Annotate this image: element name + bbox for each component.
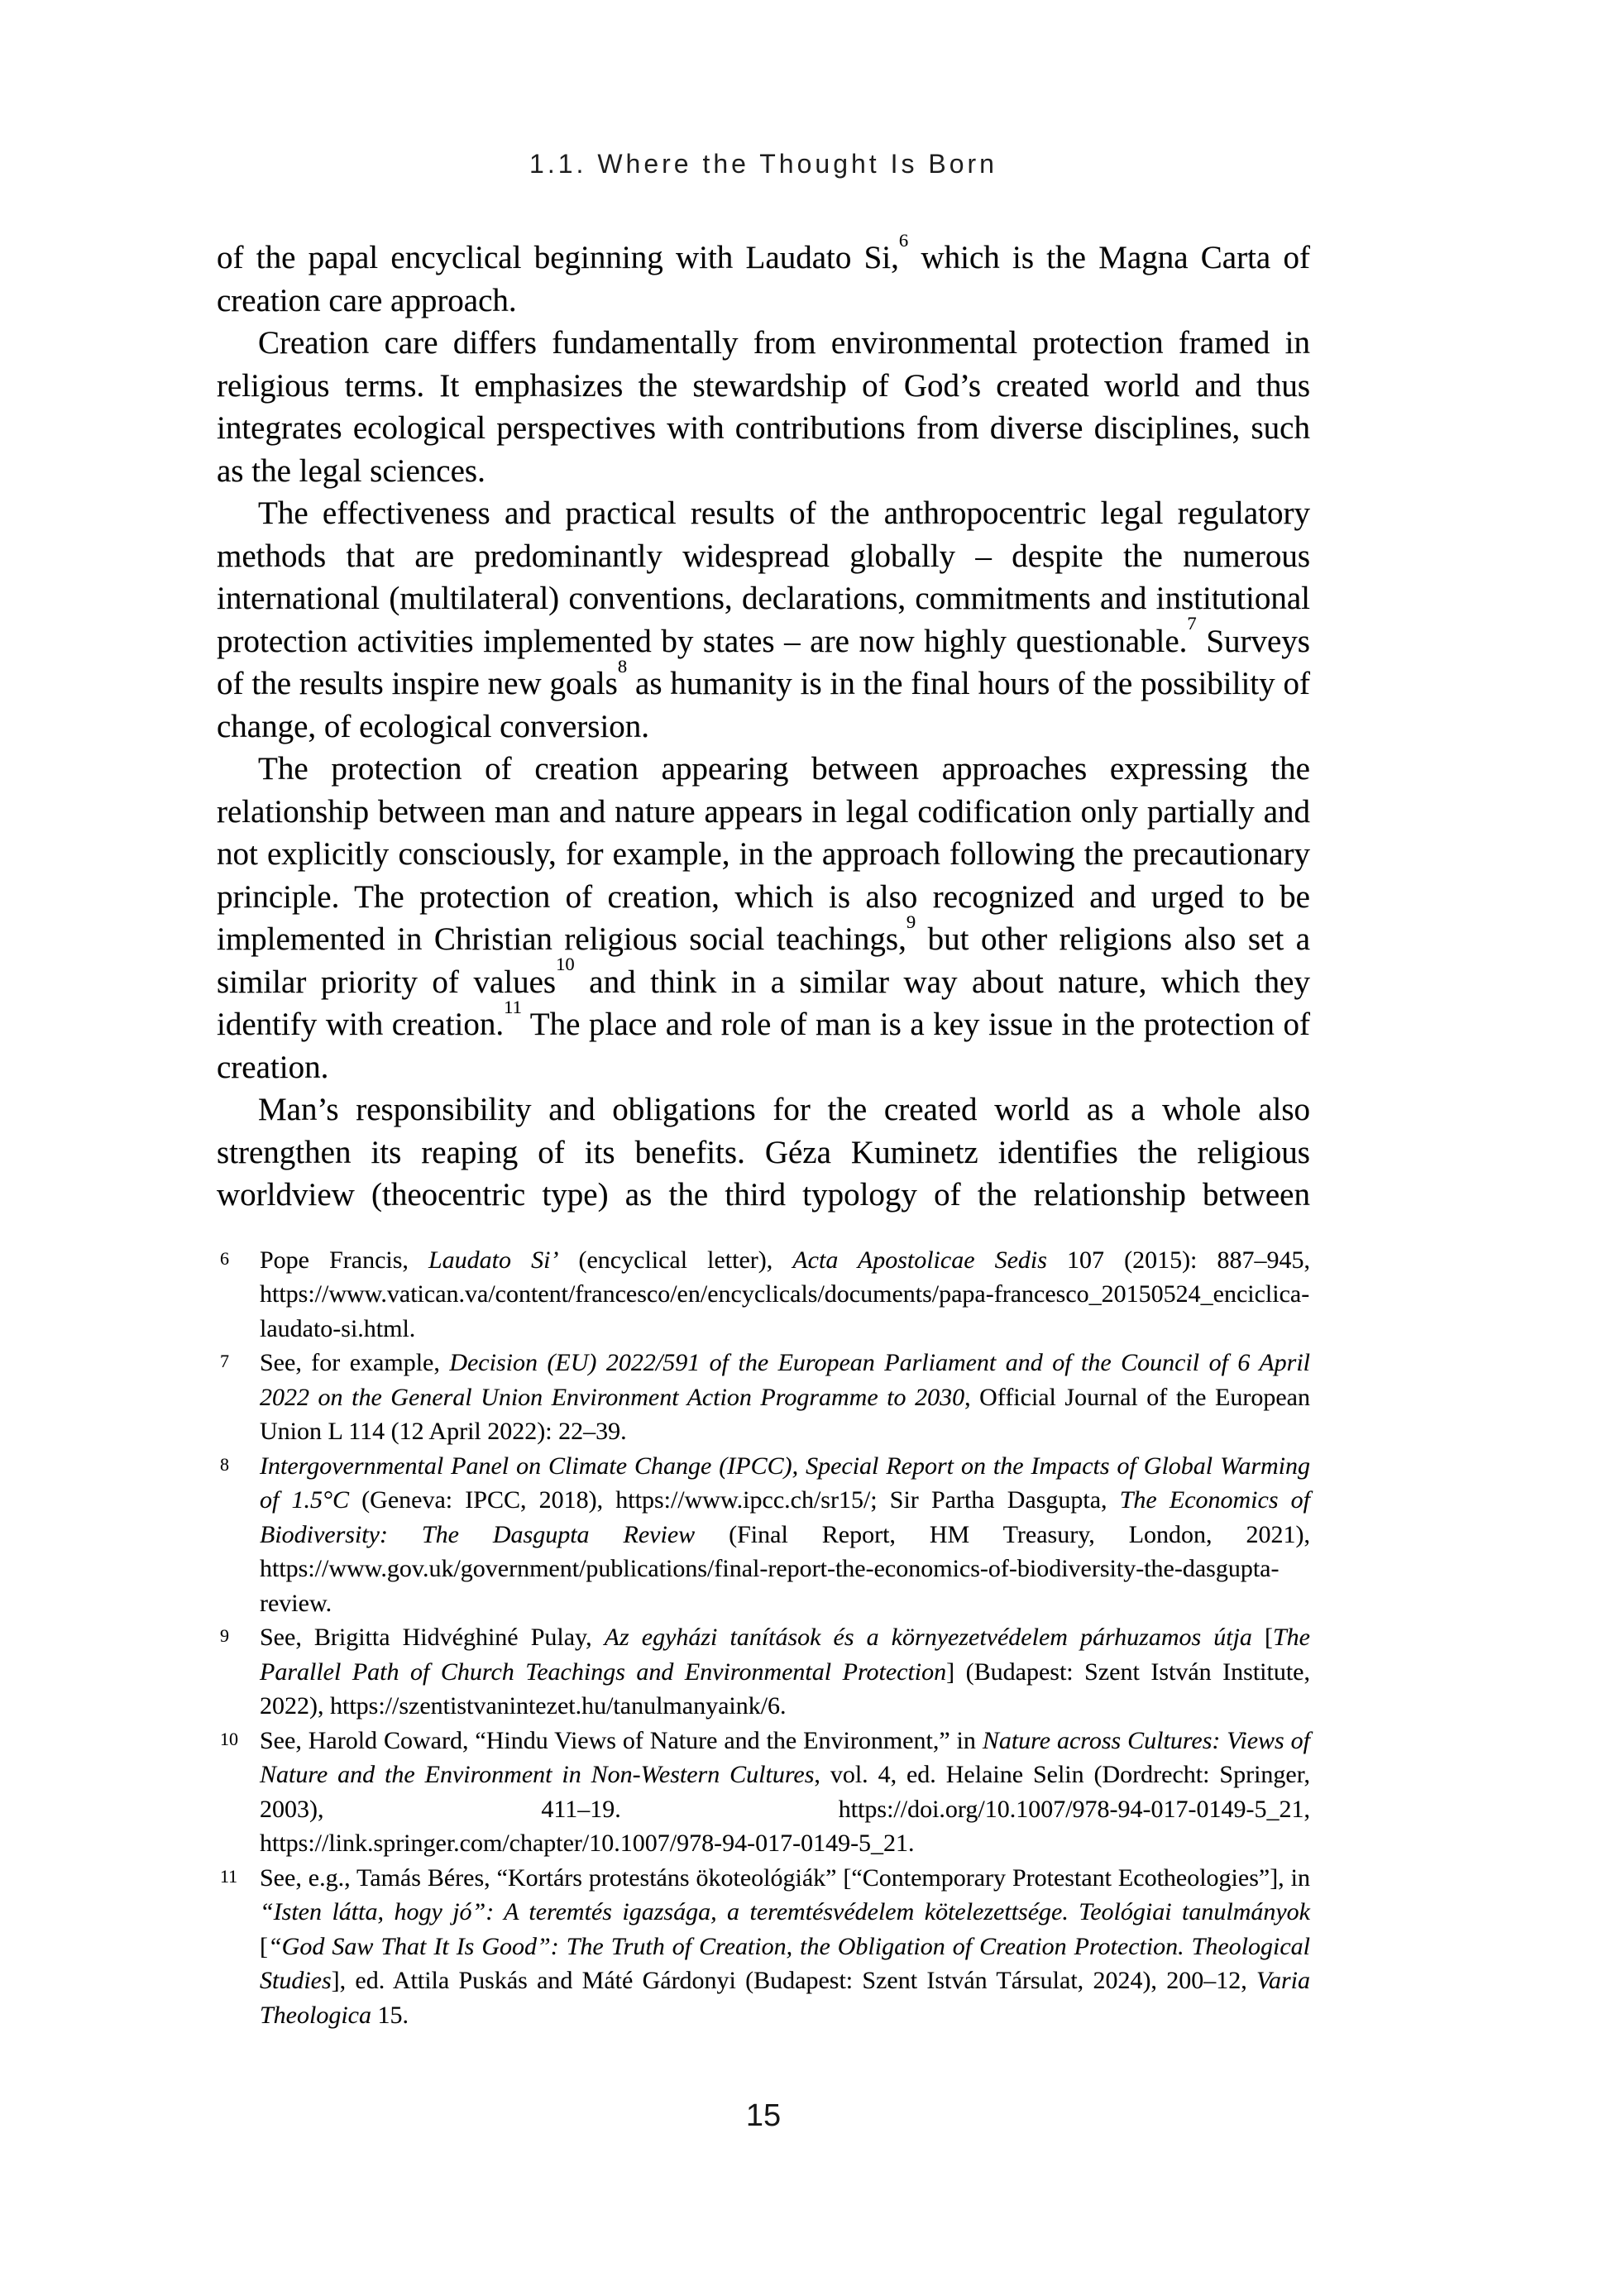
text-run: The effectiveness and practical results of the anthropocentric legal regulatory methods that are predominantly widespread globally – despite the numerous international (multilateral) conventions, declarations, commitments and institutional protection activities implemented by states – are now highly questionable. [217,495,1310,659]
footnote-number: 8 [220,1453,229,1475]
text-run: See, Harold Coward, “Hindu Views of Nature and the Environment,” in [260,1726,983,1754]
body-paragraph [217,492,1310,748]
text-run: Man’s responsibility and obligations for the created world as a whole also strengthen its reaping of its benefits. Géza Kuminetz identifies the religious worldview (theocentric type) as the third typology of the relationship between [217,1092,1310,1213]
text-run: and think in a similar way about nature, which they identify with creation. [217,964,1310,1042]
text-run: as humanity is in the final hours of the possibility of change, of ecological conversion. [217,666,1310,744]
footnote-number: 7 [220,1351,229,1371]
body-paragraph [217,748,1310,1088]
footnote-ref: 7 [1187,613,1197,634]
body-paragraph [217,322,1310,492]
text-run: but other religions also set a similar priority of values [217,921,1310,1000]
text-run: which is the Magna Carta of creation care approach. [217,240,1310,318]
text-run: , vol. 4, ed. Helaine Selin (Dordrecht: Springer, 2003), 411–19. https://doi.org/10.1007/978-94-017-0149-5_21, https://link.springer.com/chapter/10.1007/978-94-017-0149-5_21. [260,1761,1311,1857]
italic-text: “God Saw That It Is Good”: The Truth of Creation, the Obligation of Creation Protection. Theological Studies [260,1932,1310,1994]
text-run: [ [260,1932,268,1960]
text-run: See, e.g., Tamás Béres, “Kortárs protestáns ökoteológiák” [“Contemporary Protestant Ecotheologies”], in [260,1863,1310,1892]
footnote-item [217,1346,1310,1449]
body-paragraphs [217,229,1310,1217]
italic-text: Nature across Cultures: Views of Nature and the Environment in Non-Western Cultures [260,1726,1310,1788]
italic-text: Laudato Si’ [428,1246,559,1274]
text-run: of the papal encyclical beginning with Laudato Si, [217,240,899,275]
italic-text: “Isten látta, hogy jó”: A teremtés igazsága, a teremtésvédelem kötelezettsége. Teológiai tanulmányok [260,1898,1310,1925]
text-run: [ [1251,1624,1273,1651]
footnote-ref: 6 [898,229,909,251]
text-run: Creation care differs fundamentally from environmental protection framed in religious terms. It emphasizes the stewardship of God’s created world and thus integrates ecological perspectives with contributions from diverse disciplines, such as the legal sciences. [217,325,1310,489]
footnote-ref: 10 [556,954,575,975]
footnote-item [217,1449,1310,1621]
body-paragraph [217,1088,1310,1217]
text-run: See, Brigitta Hidvéghiné Pulay, [260,1624,605,1651]
body-text-block [217,229,1311,2032]
footnote-ref: 9 [906,911,916,932]
text-run: (Geneva: IPCC, 2018), https://www.ipcc.ch/sr15/; Sir Partha Dasgupta, [349,1486,1120,1514]
text-run: Pope Francis, [260,1246,428,1274]
footnote-item [217,1861,1310,2033]
page-number: 15 [745,2098,782,2133]
running-head: 1.1. Where the Thought Is Born [529,149,997,179]
text-run: ] (Budapest: Szent István Institute, 2022), https://szentistvanintezet.hu/tanulmanyaink/6. [260,1657,1310,1720]
text-run: 15. [371,2001,409,2029]
text-run: The protection of creation appearing between approaches expressing the relationship between man and nature appears in legal codification only partially and not explicitly consciously, for example, in the approach following the precautionary principle. The protection of creation, which is also recognized and urged to be implemented in Christian religious social teachings, [217,751,1310,957]
text-run: Surveys of the results inspire new goals [217,623,1310,701]
italic-text: Acta Apostolicae Sedis [792,1246,1047,1274]
footnote-number: 6 [220,1247,229,1269]
footnote-number: 11 [220,1865,238,1887]
footnote-ref: 8 [617,655,628,677]
italic-text: The Parallel Path of Church Teachings and Environmental Protection [260,1624,1310,1686]
footnote-number: 10 [220,1728,238,1749]
body-paragraph [217,229,1310,322]
text-run: See, for example, [260,1349,450,1376]
footnote-item [217,1620,1310,1724]
italic-text: Decision (EU) 2022/591 of the European Parliament and of the Council of 6 April 2022 on the General Union Environment Action Programme to 2030 [260,1349,1310,1411]
text-run: The place and role of man is a key issue in the protection of creation. [217,1007,1310,1085]
italic-text: Intergovernmental Panel on Climate Change (IPCC), Special Report on the Impacts of Global Warming of 1.5°C [260,1452,1310,1514]
text-run: 107 (2015): 887–945, https://www.vatican.va/content/francesco/en/encyclicals/documents/papa-francesco_20150524_enciclica-laudato-si.html. [260,1246,1310,1342]
italic-text: Az egyházi tanítások és a környezetvédelem párhuzamos útja [604,1624,1252,1651]
footnote-number: 9 [220,1625,229,1646]
footnote-ref: 11 [504,996,522,1017]
footnote-item [217,1243,1310,1347]
footnote-item [217,1724,1310,1861]
text-run: , Official Journal of the European Union L 114 (12 April 2022): 22–39. [260,1383,1310,1445]
italic-text: Varia Theologica [260,1967,1310,2029]
footnotes-section [217,1243,1310,2033]
text-run: (Final Report, HM Treasury, London, 2021), https://www.gov.uk/government/publications/final-report-the-economics-of-biodiversity-the-dasgupta-review. [260,1520,1310,1617]
text-run: (encyclical letter), [558,1246,793,1274]
text-run: ], ed. Attila Puskás and Máté Gárdonyi (Budapest: Szent István Társulat, 2024), 200–12, [331,1967,1256,1994]
italic-text: The Economics of Biodiversity: The Dasgupta Review [260,1486,1311,1548]
